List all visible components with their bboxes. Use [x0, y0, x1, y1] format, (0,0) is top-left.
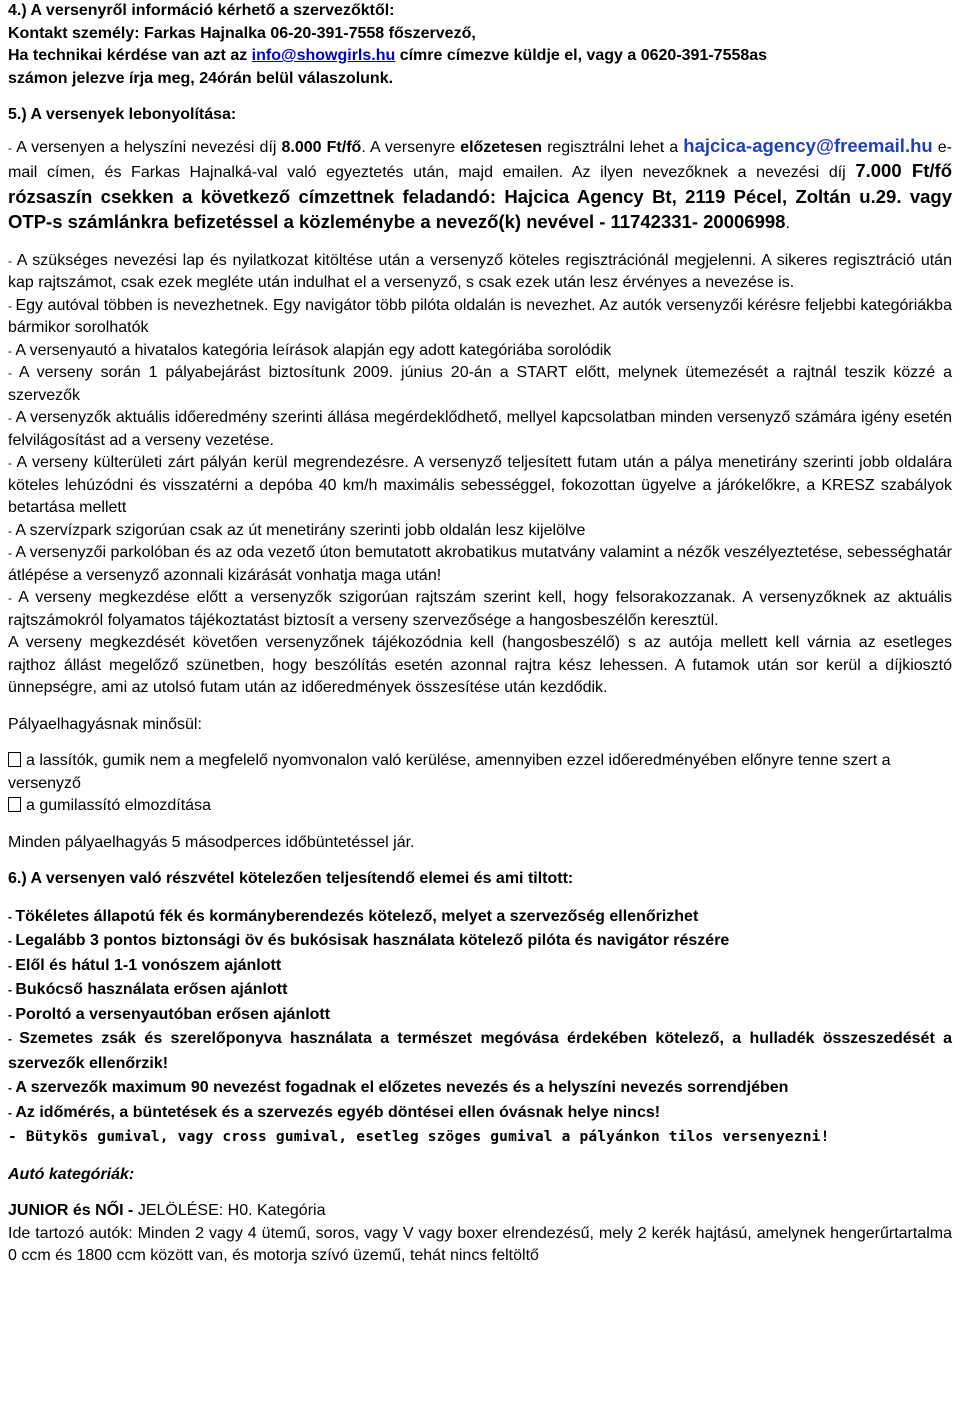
junior-code: JELÖLÉSE: H0. Kategória: [137, 1202, 326, 1219]
junior-description: Ide tartozó autók: Minden 2 vagy 4 ütemű, soros, vagy V vagy boxer elrendezésű, mely 2 kerék hajtású, amelynek hengerűrtartalma 0 ccm és 1800 ccm között van, és motorja szívó üzemű, tehát nincs feltöltő: [8, 1224, 952, 1264]
requirement-item: - Bukócső használata erősen ajánlott: [8, 981, 288, 998]
section6-heading: 6.) A versenyen való részvétel kötelezően teljesítendő elemei és ami tiltott:: [8, 870, 574, 887]
requirements-list: [8, 905, 952, 1150]
requirement-item: - Az időmérés, a büntetések és a szervezés egyéb döntései ellen óvásnak helye nincs!: [8, 1103, 661, 1121]
section5-heading: 5.) A versenyek lebonyolítása:: [8, 106, 237, 123]
rule-item: - A szervízpark szigorúan csak az út menetirány szerinti jobb oldalán lesz kijelölve: [8, 521, 586, 539]
leave-item: a lassítók, gumik nem a megfelelő nyomvonalon való kerülése, amennyiben ezzel időeredményében előnyre tenne szert a versenyző: [8, 752, 891, 792]
prereg-fee-end: .: [785, 215, 790, 232]
checkbox-icon: [8, 752, 21, 767]
requirement-item-tyres: - Bütykös gumival, vagy cross gumival, esetleg szöges gumival a pályánkon tilos versenyezni!: [8, 1129, 830, 1145]
requirement-item: - A szervezők maximum 90 nevezést fogadnak el előzetes nevezés és a helyszíni nevezés sorrendjében: [8, 1079, 789, 1096]
tech-line-post: címre címezve küldje el, vagy a 0620-391-7558as: [395, 47, 768, 64]
start-procedure-paragraph: A verseny megkezdését követően versenyzőnek tájékozódnia kell (hangosbeszélő) s az autója mellett kell várnia az esetleges rajthoz állást megelőző szünetben, hogy beszólítás esetén azonnal rajtra kész lehessen. A futamok után sor kerül a díjkiosztó ünnepségre, ami az utolsó futam után az időeredmények összesítése után kezdődik.: [8, 634, 952, 696]
leave-item: a gumilassító elmozdítása: [8, 795, 952, 818]
junior-label: JUNIOR és NŐI -: [8, 1202, 138, 1219]
rule-item: - A versenyzők aktuális időeredmény szerinti állása megérdeklődhető, mellyel kapcsolatban minden versenyző számára igény esetén felvilágosítást ad a verseny vezetése.: [8, 409, 952, 449]
rules-list: [8, 250, 952, 633]
registration-rest: e-mail címen, és Farkas Hajnalká-val való egyeztetés után, majd emailen. Az ilyen nevezőknek a nevezési díj: [8, 138, 952, 181]
dash: -: [8, 140, 12, 155]
tech-line-2: számon jelezve írja meg, 24órán belül válaszolunk.: [8, 69, 394, 87]
info-email-link[interactable]: info@showgirls.hu: [251, 47, 396, 64]
tech-line-pre: Ha technikai kérdése van azt az: [8, 47, 252, 64]
penalty-text: Minden pályaelhagyás 5 másodperces időbüntetéssel jár.: [8, 833, 415, 851]
reg-email-a: hajcica-: [683, 134, 753, 156]
leave-heading: Pályaelhagyásnak minősül:: [8, 715, 202, 733]
requirement-item: - Poroltó a versenyautóban erősen ajánlott: [8, 1005, 331, 1023]
prereg-fee-details: 7.000 Ft/fő rózsaszín csekken a következő címzettnek feladandó: Hajcica Agency Bt, 2119 Pécel, Zoltán u.29. vagy OTP-s számlánkra befizetéssel a közleménybe a nevező(k) nevével - 11742331- 20006998: [8, 160, 952, 232]
categories-heading: Autó kategóriák:: [8, 1165, 135, 1183]
fee-amount: 8.000 Ft/fő: [281, 138, 362, 156]
requirement-item: - Elől és hátul 1-1 vonószem ajánlott: [8, 956, 282, 974]
rule-item: - A verseny külterületi zárt pályán kerül megrendezésre. A versenyző teljesített futam után a pálya menetirány szerinti jobb oldalára köteles lehúzódni és visszatérni a depóba 40 km/h maximális sebességgel, fokozottan ügyelve a járókelőkre, a KRESZ szabályok betartása mellett: [8, 454, 952, 516]
fee-mid: . A versenyre: [361, 138, 461, 156]
junior-category: [8, 1200, 952, 1223]
rule-item: - A versenyzői parkolóban és az oda vezető úton bemutatott akrobatikus mutatvány valamint a nézők veszélyeztetése, sebességhatár átlépése a versenyző azonnali kizárását vonhatja maga után!: [8, 544, 952, 584]
tech-line: [8, 45, 952, 68]
rule-item: - A szükséges nevezési lap és nyilatkozat kitöltése után a versenyző köteles regisztrációnál megjelenni. A sikeres regisztráció után kap rajtszámot, csak ezek megléte után indulhat el a versenyző, s csak ezek után lesz érvényes a nevezése is.: [8, 251, 952, 291]
requirement-item: - Legalább 3 pontos biztonsági öv és bukósisak használata kötelező pilóta és navigátor részére: [8, 932, 730, 949]
fee-prereg: előzetesen: [460, 138, 542, 156]
section4-heading: 4.) A versenyről információ kérhető a szervezőktől:: [8, 2, 395, 19]
requirement-item: - Tökéletes állapotú fék és kormányberendezés kötelező, melyet a szervezőség ellenőrizhet: [8, 907, 699, 925]
registration-email-link[interactable]: [683, 135, 932, 156]
reg-email-b: agency@freemail.hu: [752, 134, 933, 156]
checkbox-icon: [8, 797, 21, 812]
rule-item: - A verseny megkezdése előtt a versenyzők szigorúan rajtszám szerint kell, hogy felsorakozzanak. A versenyzőknek az aktuális rajtszámokról folyamatos tájékoztatást biztosít a verseny szervezősége a hangosbeszélőn keresztül.: [8, 589, 952, 629]
rule-item: - Egy autóval többen is nevezhetnek. Egy navigátor több pilóta oldalán is nevezhet. Az autók versenyzői kérésre feljebbi kategóriákba bármikor sorolhatók: [8, 296, 952, 336]
fee-text: A versenyen a helyszíni nevezési díj: [12, 138, 282, 156]
registration-paragraph: [8, 135, 952, 236]
fee-post: regisztrálni lehet a: [541, 138, 684, 156]
rule-item: - A versenyautó a hivatalos kategória leírások alapján egy adott kategóriába sorolódik: [8, 341, 612, 359]
contact-line: Kontakt személy: Farkas Hajnalka 06-20-391-7558 főszervező,: [8, 24, 476, 42]
rule-item: - A verseny során 1 pályabejárást biztosítunk 2009. június 20-án a START előtt, melynek ütemezését a rajtnál teszik közzé a szervezők: [8, 364, 952, 404]
requirement-item: - Szemetes zsák és szerelőponyva használata a természet megóvása érdekében kötelező, a hulladék összeszedését a szervezők ellenőrzik!: [8, 1030, 953, 1072]
